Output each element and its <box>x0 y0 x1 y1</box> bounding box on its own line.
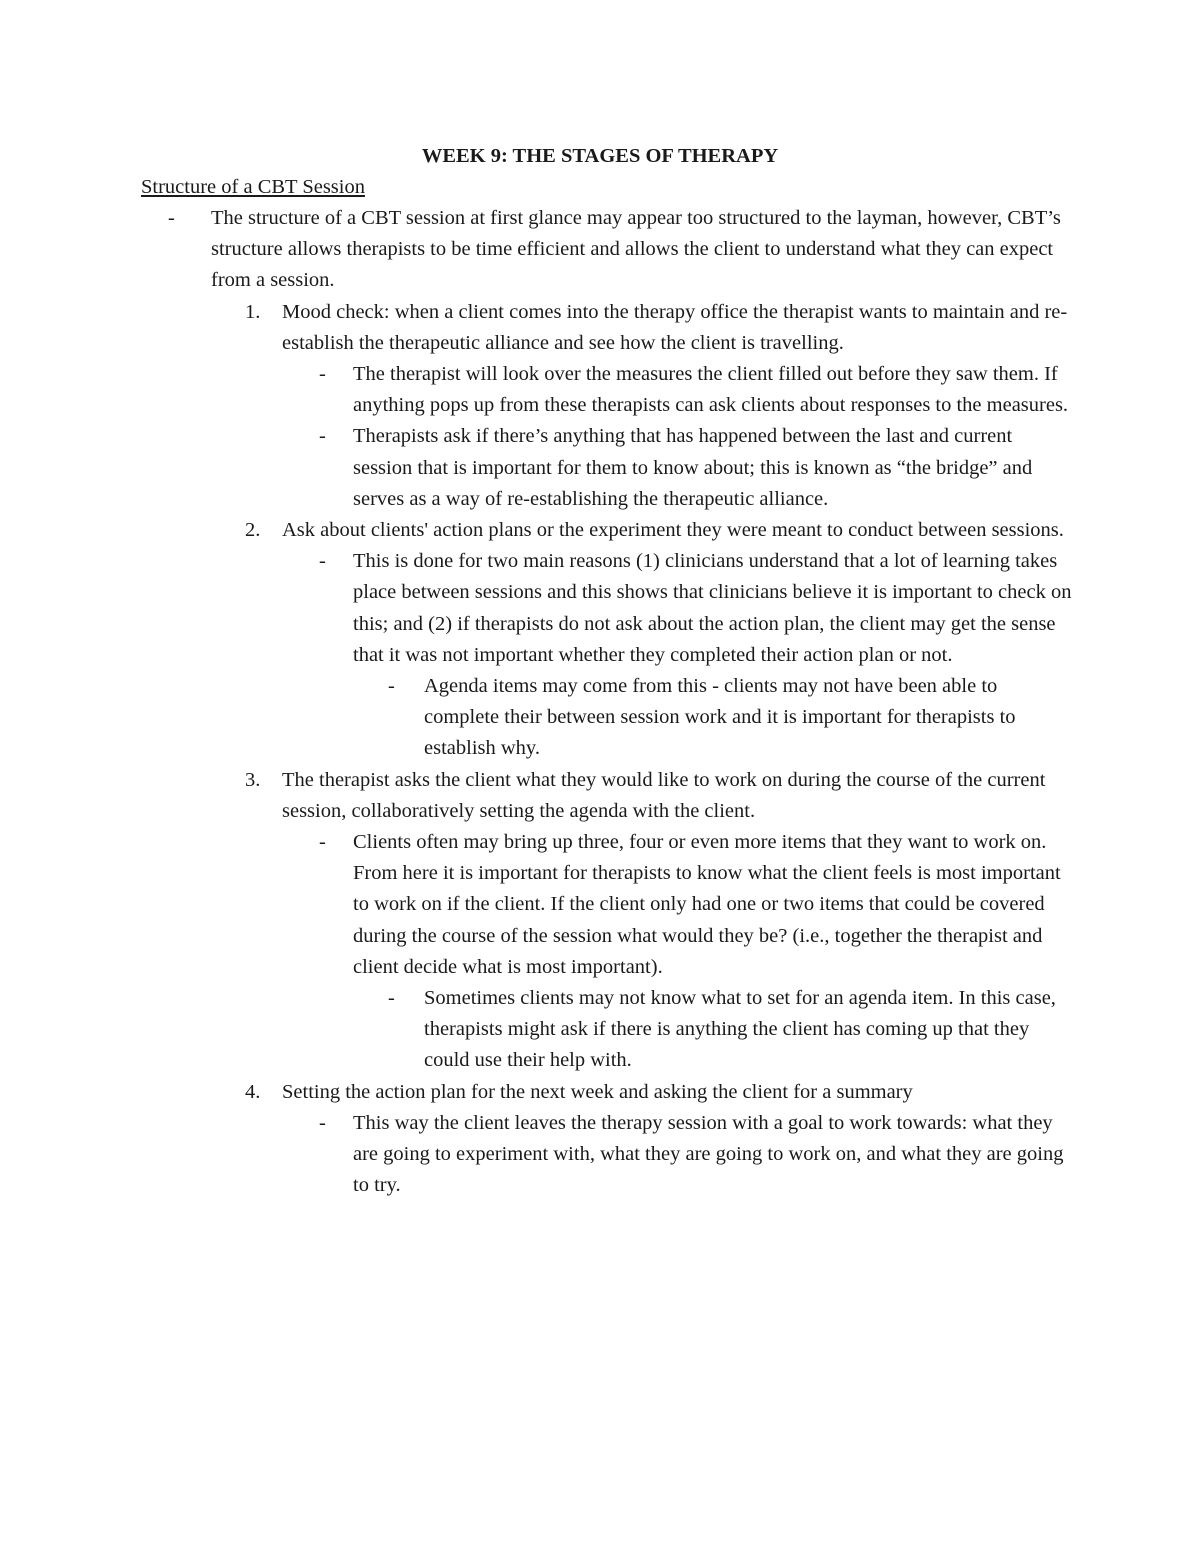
step-item <box>141 515 1076 546</box>
step-bullet-text: This is done for two main reasons (1) clinicians understand that a lot of learning takes place between sessions and this shows that clinicians believe it is important to check on this; and (2) if therapists do not ask about the action plan, the client may get the sense that it was not important whether they completed their action plan or not. <box>353 550 1072 666</box>
step-text: The therapist asks the client what they would like to work on during the course of the current session, collaboratively setting the agenda with the client. <box>282 768 1046 822</box>
step-sub-bullet <box>141 983 1076 1077</box>
document-body <box>141 203 1076 1202</box>
step-bullet-text: Clients often may bring up three, four or even more items that they want to work on. From here it is important for therapists to know what the client feels is most important to work on if the client. If the client only had one or two items that could be covered during the course of the session what would they be? (i.e., together the therapist and client decide what is most important). <box>353 831 1061 978</box>
dash-bullet-icon: - <box>319 1111 326 1134</box>
step-item <box>141 297 1076 359</box>
step-sub-bullet <box>141 671 1076 765</box>
dash-bullet-icon: - <box>319 363 326 386</box>
step-bullet <box>141 827 1076 983</box>
step-text: Mood check: when a client comes into the therapy office the therapist wants to maintain and re-establish the therapeutic alliance and see how the client is travelling. <box>282 300 1068 354</box>
intro-text: The structure of a CBT session at first glance may appear too structured to the layman, however, CBT’s structure allows therapists to be time efficient and allows the client to understand what they can expect from a session. <box>211 207 1061 292</box>
dash-bullet-icon: - <box>319 831 326 854</box>
step-sub-bullet-text: Sometimes clients may not know what to set for an agenda item. In this case, therapists might ask if there is anything the client has coming up that they could use their help with. <box>424 987 1056 1072</box>
step-bullet-text: This way the client leaves the therapy session with a goal to work towards: what they are going to experiment with, what they are going to work on, and what they are going to try. <box>353 1111 1064 1197</box>
step-bullet-text: The therapist will look over the measures the client filled out before they saw them. If anything pops up from these therapists can ask clients about responses to the measures. <box>353 363 1069 417</box>
step-bullet <box>141 359 1076 421</box>
section-heading: Structure of a CBT Session <box>141 176 365 198</box>
step-item <box>141 765 1076 827</box>
step-number: 4. <box>245 1080 261 1103</box>
intro-bullet <box>141 203 1076 297</box>
step-bullet <box>141 546 1076 671</box>
step-number: 1. <box>245 300 261 323</box>
dash-bullet-icon: - <box>388 987 395 1010</box>
document-title: WEEK 9: THE STAGES OF THERAPY <box>421 145 779 167</box>
step-bullet-text: Therapists ask if there’s anything that has happened between the last and current session that is important for them to know about; this is known as “the bridge” and serves as a way of re-establishing the therapeutic alliance. <box>353 425 1033 510</box>
step-bullet <box>141 1108 1076 1202</box>
dash-bullet-icon: - <box>388 675 395 698</box>
dash-bullet-icon: - <box>319 425 326 448</box>
step-number: 3. <box>245 768 261 791</box>
step-bullet <box>141 421 1076 515</box>
step-text: Setting the action plan for the next week and asking the client for a summary <box>282 1080 913 1103</box>
dash-bullet-icon: - <box>168 207 175 229</box>
step-sub-bullet-text: Agenda items may come from this - clients may not have been able to complete their between session work and it is important for therapists to establish why. <box>424 675 1016 760</box>
step-number: 2. <box>245 519 261 542</box>
dash-bullet-icon: - <box>319 550 326 573</box>
step-item <box>141 1077 1076 1108</box>
step-text: Ask about clients' action plans or the experiment they were meant to conduct between sessions. <box>282 519 1064 542</box>
